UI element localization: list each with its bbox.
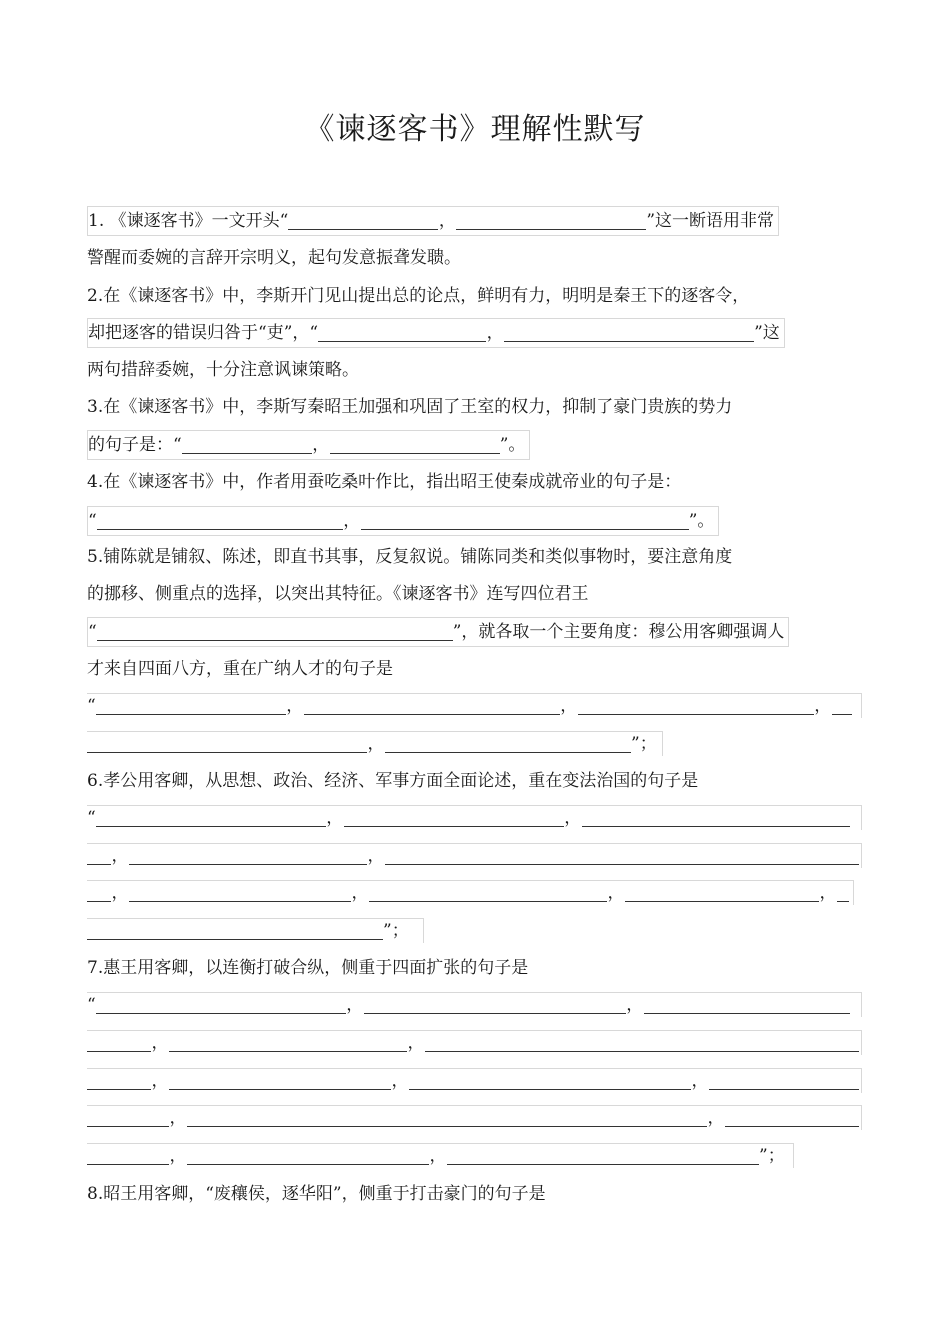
q5-comma: ， (367, 734, 385, 754)
q6-comma: ， (607, 883, 625, 903)
q7-fill-row-1 (87, 992, 862, 1017)
q5-blank-kings[interactable] (97, 618, 453, 641)
q7-comma: ， (151, 1033, 169, 1053)
q5-fill-line-kings (87, 617, 789, 647)
q7-comma: ， (346, 995, 364, 1015)
q7-comma: ， (391, 1071, 409, 1091)
q6-blank-3[interactable] (582, 806, 850, 827)
q7-blank-5[interactable] (169, 1031, 407, 1052)
q7-blank-12[interactable] (187, 1106, 707, 1127)
q6-comma: ， (326, 808, 344, 828)
page-title: 《谏逐客书》理解性默写 (304, 112, 646, 147)
q6-blank-2[interactable] (344, 806, 564, 827)
q5-fill-row-2 (87, 731, 663, 756)
q7-comma: ， (407, 1033, 425, 1053)
q5-fill-row-1 (87, 693, 862, 718)
q6-line1: 6.孝公用客卿，从思想、政治、经济、军事方面全面论述，重在变法治国的句子是 (87, 771, 699, 791)
q3-line1: 3.在《谏逐客书》中，李斯写秦昭王加强和巩固了王室的权力，抑制了豪门贵族的势力 (87, 397, 733, 417)
q5-line2: 的挪移、侧重点的选择，以突出其特征。《谏逐客书》连写四位君王 (87, 584, 589, 604)
q6-comma: ， (351, 883, 369, 903)
q6-fill-row-2 (87, 843, 862, 868)
q6-comma: ， (819, 883, 837, 903)
q5-line1: 5.铺陈就是铺叙、陈述，即直书其事，反复叙说。铺陈同类和类似事物时，要注意角度 (87, 547, 733, 567)
q7-blank-10[interactable] (709, 1069, 859, 1090)
q6-fill-row-1 (87, 805, 862, 830)
q7-comma: ， (691, 1071, 709, 1091)
q6-open-quote: “ (87, 808, 96, 828)
q5-blank-2[interactable] (304, 694, 560, 715)
q4-blank-2[interactable] (361, 507, 689, 530)
q8-line1: 8.昭王用客卿，“废穰侯，逐华阳”，侧重于打击豪门的句子是 (87, 1184, 546, 1204)
q6-blank-8[interactable] (129, 881, 351, 902)
q5-blank-4[interactable] (832, 694, 852, 715)
q2-prefix: 却把逐客的错误归咎于“吏”，“ (88, 323, 319, 343)
q3-prefix: 的句子是：“ (88, 435, 182, 455)
q6-end: ”； (383, 921, 409, 941)
q7-comma: ， (169, 1146, 187, 1166)
q7-comma: ， (707, 1108, 725, 1128)
q5-suffix: ”，就各取一个主要角度：穆公用客卿强调人 (452, 622, 785, 642)
q5-end: ”； (631, 734, 657, 754)
q7-blank-1[interactable] (96, 993, 346, 1014)
q7-blank-3[interactable] (644, 993, 850, 1014)
q2-line1: 2.在《谏逐客书》中，李斯开门见山提出总的论点，鲜明有力，明明是秦王下的逐客令， (87, 286, 750, 306)
q7-fill-row-4 (87, 1105, 862, 1130)
q6-blank-9[interactable] (369, 881, 607, 902)
q2-blank-2[interactable] (504, 319, 754, 342)
q5-open-quote: “ (88, 622, 97, 642)
q4-fill-line (87, 506, 719, 536)
q5-line4: 才来自四面八方，重在广纳人才的句子是 (87, 659, 393, 679)
q7-end: ”； (759, 1146, 785, 1166)
q1-fill-line (87, 206, 779, 236)
q7-blank-15[interactable] (187, 1144, 429, 1165)
q3-blank-2[interactable] (330, 431, 500, 454)
q5-blank-1[interactable] (96, 694, 286, 715)
q7-blank-4[interactable] (87, 1031, 151, 1052)
q4-line1: 4.在《谏逐客书》中，作者用蚕吃桑叶作比，指出昭王使秦成就帝业的句子是： (87, 472, 682, 492)
q2-blank-1[interactable] (318, 319, 486, 342)
q1-blank-1[interactable] (288, 207, 438, 230)
q6-fill-row-4 (87, 918, 424, 943)
q3-blank-1[interactable] (182, 431, 312, 454)
q6-comma: ， (111, 846, 129, 866)
q7-fill-row-5 (87, 1143, 794, 1168)
q6-blank-1[interactable] (96, 806, 326, 827)
q1-suffix: ”这一断语用非常 (646, 211, 775, 231)
q7-blank-2[interactable] (364, 993, 626, 1014)
q7-blank-11[interactable] (87, 1106, 169, 1127)
q1-comma: ， (438, 211, 456, 231)
q7-blank-13[interactable] (725, 1106, 859, 1127)
q6-blank-6[interactable] (385, 844, 859, 865)
q2-suffix: ”这 (754, 323, 780, 343)
q3-fill-line (87, 430, 530, 460)
q7-blank-9[interactable] (409, 1069, 691, 1090)
q7-fill-row-3 (87, 1068, 862, 1093)
q7-line1: 7.惠王用客卿，以连衡打破合纵，侧重于四面扩张的句子是 (87, 958, 529, 978)
q7-comma: ， (429, 1146, 447, 1166)
q4-suffix: ”。 (688, 511, 715, 531)
q6-blank-10[interactable] (625, 881, 819, 902)
q5-blank-3[interactable] (578, 694, 814, 715)
q3-suffix: ”。 (499, 435, 526, 455)
q6-comma: ， (564, 808, 582, 828)
q6-comma: ， (111, 883, 129, 903)
q7-open-quote: “ (87, 995, 96, 1015)
q4-blank-1[interactable] (97, 507, 343, 530)
q7-comma: ， (626, 995, 644, 1015)
q6-comma: ， (367, 846, 385, 866)
q1-line2: 警醒而委婉的言辞开宗明义，起句发意振聋发聩。 (87, 248, 461, 268)
q7-comma: ， (169, 1108, 187, 1128)
q5-blank-6[interactable] (385, 732, 631, 753)
q2-line3: 两句措辞委婉，十分注意讽谏策略。 (87, 360, 359, 380)
q7-blank-16[interactable] (447, 1144, 759, 1165)
q5-comma: ， (560, 696, 578, 716)
q2-fill-line (87, 318, 785, 348)
q6-blank-7[interactable] (87, 881, 111, 902)
q7-blank-7[interactable] (87, 1069, 151, 1090)
q6-fill-row-3 (87, 880, 854, 905)
q2-comma: ， (486, 323, 504, 343)
q5-open-quote-2: “ (87, 696, 96, 716)
q5-comma: ， (286, 696, 304, 716)
q7-blank-6[interactable] (425, 1031, 859, 1052)
q3-comma: ， (312, 435, 330, 455)
q4-comma: ， (343, 511, 361, 531)
q7-blank-14[interactable] (87, 1144, 169, 1165)
q6-blank-12[interactable] (87, 919, 383, 940)
q6-blank-5[interactable] (129, 844, 367, 865)
q4-open-quote: “ (88, 511, 97, 531)
q5-comma: ， (814, 696, 832, 716)
q6-blank-11[interactable] (837, 881, 849, 902)
q6-blank-4[interactable] (87, 844, 111, 865)
q5-blank-5[interactable] (87, 732, 367, 753)
q7-fill-row-2 (87, 1030, 862, 1055)
q1-blank-2[interactable] (456, 207, 646, 230)
q1-prefix: 1. 《谏逐客书》一文开头“ (88, 211, 289, 231)
q7-comma: ， (151, 1071, 169, 1091)
q7-blank-8[interactable] (169, 1069, 391, 1090)
